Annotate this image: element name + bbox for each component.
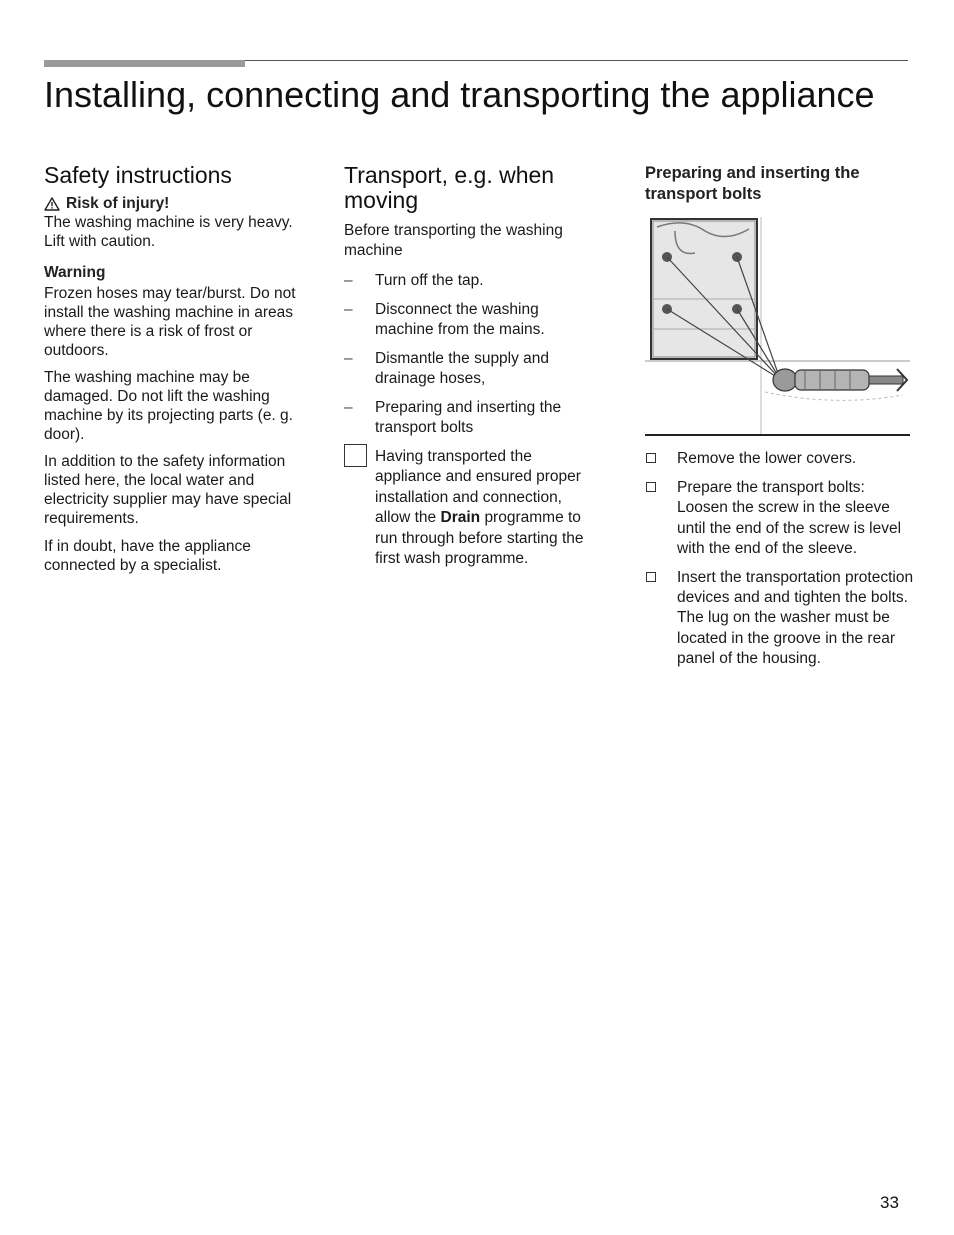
drain-note xyxy=(344,447,594,570)
transport-steps xyxy=(344,271,594,439)
safety-column xyxy=(44,163,314,575)
list-item: – Turn off the tap. xyxy=(344,272,484,289)
drain-note-text: Having transported the appliance and ensured proper installation and connection, allow the Drain programme to run through before starting the first wash programme. xyxy=(375,447,584,567)
transport-intro: Before transporting the washing machine xyxy=(344,222,563,259)
list-item: – Disconnect the washing machine from the mains. xyxy=(344,300,545,338)
list-item: Prepare the transport bolts: Loosen the screw in the sleeve until the end of the screw is level with the end of the sleeve. xyxy=(645,478,915,559)
safety-paragraph: If in doubt, have the appliance connected by a specialist. xyxy=(44,538,251,574)
safety-paragraph: The washing machine may be damaged. Do not lift the washing machine by its projecting parts (e. g. door). xyxy=(44,369,293,443)
safety-paragraph: Frozen hoses may tear/burst. Do not install the washing machine in areas where there is a risk of frost or outdoors. xyxy=(44,285,296,359)
page-title: Installing, connecting and transporting the appliance xyxy=(44,74,875,115)
list-item: Insert the transportation protection devices and and tighten the bolts. The lug on the washer must be located in the groove in the rear panel of the housing. xyxy=(645,568,915,669)
transport-column xyxy=(344,163,594,570)
bolts-heading: Preparing and inserting the transport bolts xyxy=(645,164,860,203)
list-item: – Dismantle the supply and drainage hoses, xyxy=(344,349,550,387)
safety-heading: Safety instructions xyxy=(44,162,232,188)
checkbox-icon xyxy=(646,453,656,463)
list-item: – Preparing and inserting the transport bolts xyxy=(344,398,562,436)
list-item: Remove the lower covers. xyxy=(645,449,915,469)
bolts-steps xyxy=(645,449,915,669)
bolts-column xyxy=(645,163,915,678)
transport-heading: Transport, e.g. when moving xyxy=(344,162,555,213)
page-number: 33 xyxy=(880,1193,899,1212)
risk-label: Risk of injury! xyxy=(66,195,170,212)
drain-programme-label: Drain xyxy=(440,509,481,526)
risk-text: The washing machine is very heavy. Lift with caution. xyxy=(44,214,293,250)
checkbox-icon xyxy=(646,482,656,492)
checkbox-icon xyxy=(646,572,656,582)
warning-label: Warning xyxy=(44,264,106,281)
safety-paragraph: In addition to the safety information listed here, the local water and electricity supplier may have special requirements. xyxy=(44,453,292,527)
note-box-icon xyxy=(344,444,367,467)
risk-label-row xyxy=(44,194,314,213)
header-rule-accent xyxy=(44,60,245,67)
transport-bolts-illustration xyxy=(645,217,910,437)
warning-triangle-icon xyxy=(44,197,60,211)
